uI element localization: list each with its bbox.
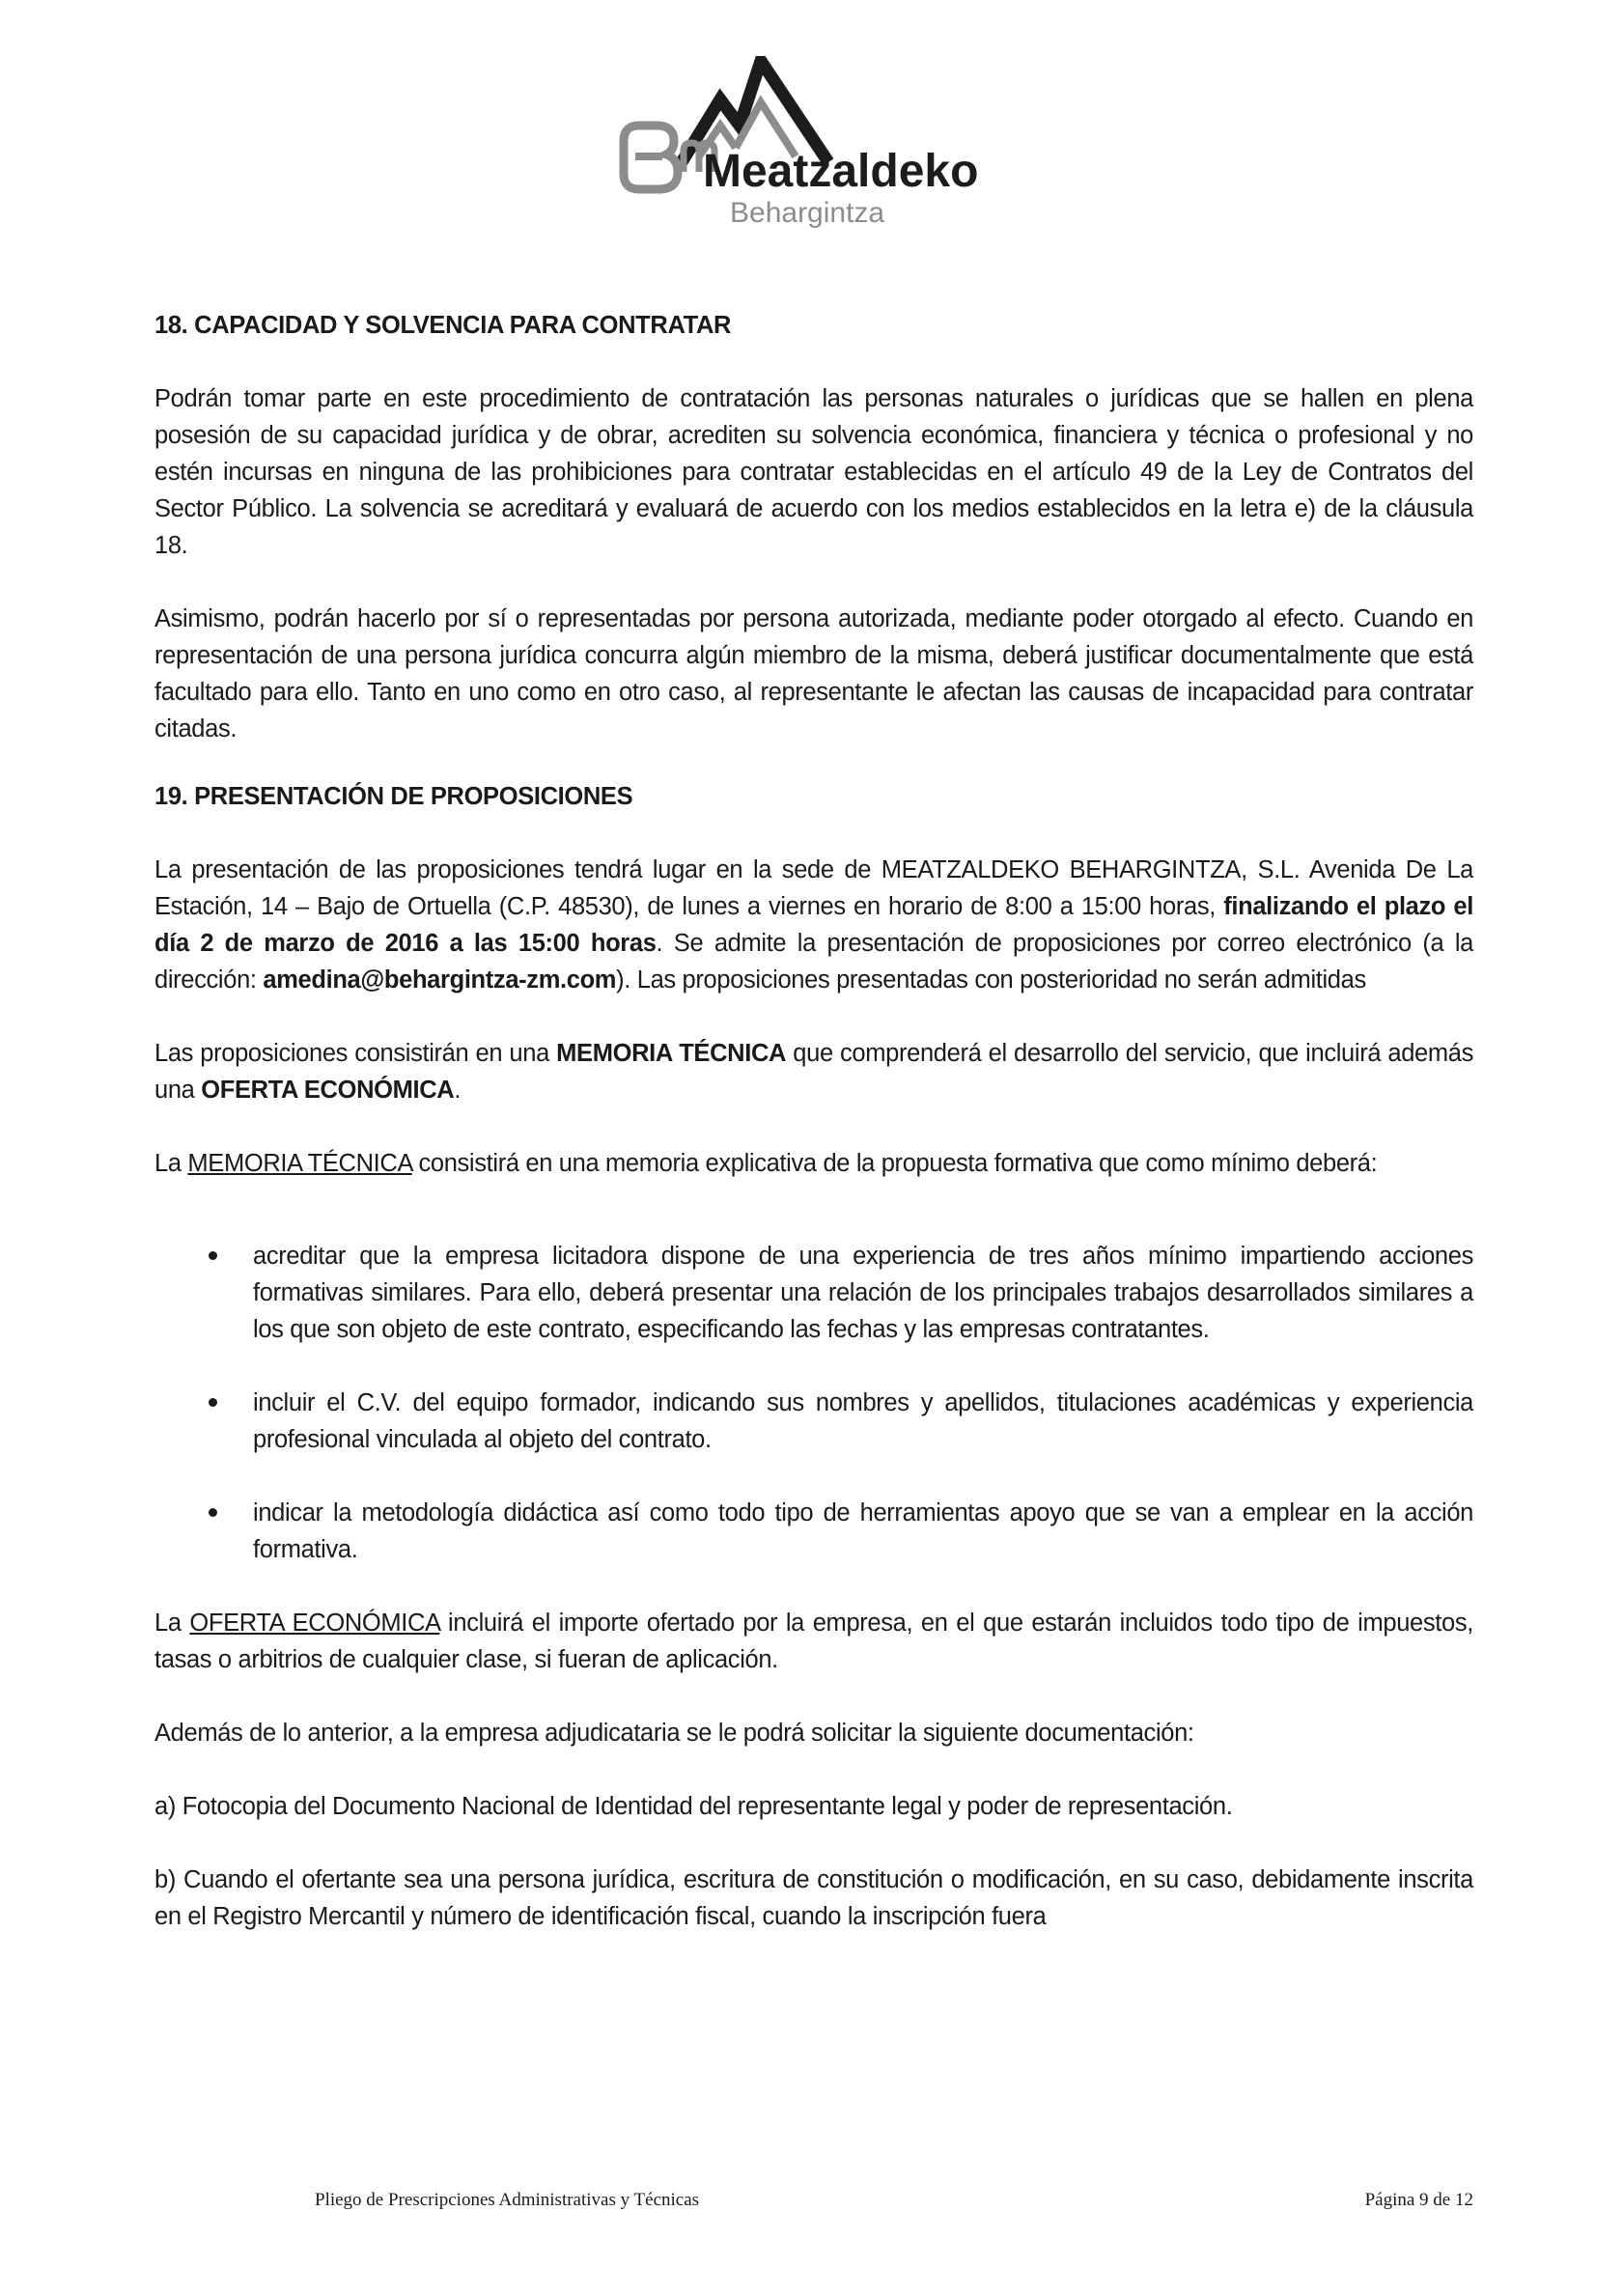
section-19-paragraph-2: [154, 1035, 1473, 1108]
s19-p3-text-a: La: [154, 1150, 188, 1177]
s19-p4-text-b: incluirá el importe ofertado por la empresa, en el que estarán incluidos todo tipo de impuestos, tasas o arbitrios de cualquier clase, si fueran de aplicación.: [154, 1610, 1473, 1673]
logo-brand-text: Meatzaldeko: [703, 146, 979, 197]
s19-p1-text-c: . Se admite la presentación de proposiciones por correo electrónico (a la dirección:: [154, 930, 1473, 994]
s19-p1-text-d: ). Las proposiciones presentadas con posterioridad no serán admitidas: [616, 966, 1366, 994]
section-19-paragraph-5: Además de lo anterior, a la empresa adjudicataria se le podrá solicitar la siguiente documentación:: [154, 1720, 1194, 1747]
list-item-text: acreditar que la empresa licitadora dispone de una experiencia de tres años mínimo impartiendo acciones formativas similares. Para ello, deberá presentar una relación de los principales trabajos desarrollados similares a los que son objeto de este contrato, especificando las fechas y las empresas contratantes.: [253, 1243, 1473, 1343]
footer-document-title: Pliego de Prescripciones Administrativas y Técnicas: [315, 2190, 700, 2210]
s19-p2-text-c: que comprenderá el desarrollo del servicio, que incluirá además una: [154, 1040, 1474, 1104]
section-19-paragraph-3: [154, 1145, 1473, 1182]
s19-p2-text-e: .: [454, 1077, 462, 1104]
meatzaldeko-logo-graphic: [614, 56, 1000, 235]
footer-page-number: Página 9 de 12: [1364, 2190, 1473, 2210]
requirements-list: [154, 1238, 1473, 1568]
document-body: [154, 307, 1473, 1972]
logo-sub-text: Behargintza: [730, 197, 885, 229]
section-19-title: 19. PRESENTACIÓN DE PROPOSICIONES: [154, 783, 633, 810]
bullet-icon: [209, 1251, 217, 1260]
company-logo: [614, 56, 1000, 235]
list-item: [154, 1385, 1473, 1458]
oferta-economica-bold: OFERTA ECONÓMICA: [201, 1077, 455, 1104]
contact-email: amedina@behargintza-zm.com: [263, 966, 617, 994]
bullet-icon: [209, 1398, 217, 1407]
section-19-paragraph-4: [154, 1605, 1473, 1678]
section-18-paragraph-1: Podrán tomar parte en este procedimiento de contratación las personas naturales o jurídicas que se hallen en plena posesión de su capacidad jurídica y de obrar, acrediten su solvencia económica, financiera y técnica o profesional y no estén incursas en ninguna de las prohibiciones para contratar establecidas en el artículo 49 de la Ley de Contratos del Sector Público. La solvencia se acreditará y evaluará de acuerdo con los medios establecidos en la letra e) de la cláusula 18.: [154, 385, 1473, 559]
list-item: [154, 1238, 1473, 1348]
bullet-icon: [209, 1508, 217, 1517]
memoria-tecnica-underlined: MEMORIA TÉCNICA: [187, 1150, 412, 1177]
list-item: [154, 1495, 1473, 1568]
section-19-paragraph-6: a) Fotocopia del Documento Nacional de Identidad del representante legal y poder de representación.: [154, 1793, 1233, 1820]
section-19-paragraph-1: [154, 852, 1473, 998]
s19-p4-text-a: La: [154, 1610, 190, 1637]
deadline-text: finalizando el plazo el día 2 de marzo de 2016 a las 15:00 horas: [154, 893, 1473, 957]
section-18-paragraph-2: Asimismo, podrán hacerlo por sí o representadas por persona autorizada, mediante poder otorgado al efecto. Cuando en representación de una persona jurídica concurra algún miembro de la misma, deberá justificar documentalmente que está facultado para ello. Tanto en uno como en otro caso, al representante le afectan las causas de incapacidad para contratar citadas.: [154, 605, 1473, 742]
s19-p1-text-a: La presentación de las proposiciones tendrá lugar en la sede de MEATZALDEKO BEHARGINTZA, S.L. Avenida De La Estación, 14 – Bajo de Ortuella (C.P. 48530), de lunes a viernes en horario de 8:00 a 15:00 horas,: [154, 856, 1473, 920]
section-19-paragraph-7: b) Cuando el ofertante sea una persona jurídica, escritura de constitución o modificación, en su caso, debidamente inscrita en el Registro Mercantil y número de identificación fiscal, cuando la inscripción fuera: [154, 1866, 1473, 1930]
section-18-title: 18. CAPACIDAD Y SOLVENCIA PARA CONTRATAR: [154, 312, 732, 339]
s19-p3-text-b: consistirá en una memoria explicativa de la propuesta formativa que como mínimo deberá:: [411, 1150, 1378, 1177]
oferta-economica-underlined: OFERTA ECONÓMICA: [189, 1610, 440, 1637]
s19-p2-text-a: Las proposiciones consistirán en una: [154, 1040, 557, 1067]
list-item-text: incluir el C.V. del equipo formador, indicando sus nombres y apellidos, titulaciones académicas y experiencia profesional vinculada al objeto del contrato.: [253, 1389, 1473, 1453]
memoria-tecnica-bold: MEMORIA TÉCNICA: [556, 1040, 787, 1067]
list-item-text: indicar la metodología didáctica así como todo tipo de herramientas apoyo que se van a emplear en la acción formativa.: [253, 1499, 1473, 1563]
